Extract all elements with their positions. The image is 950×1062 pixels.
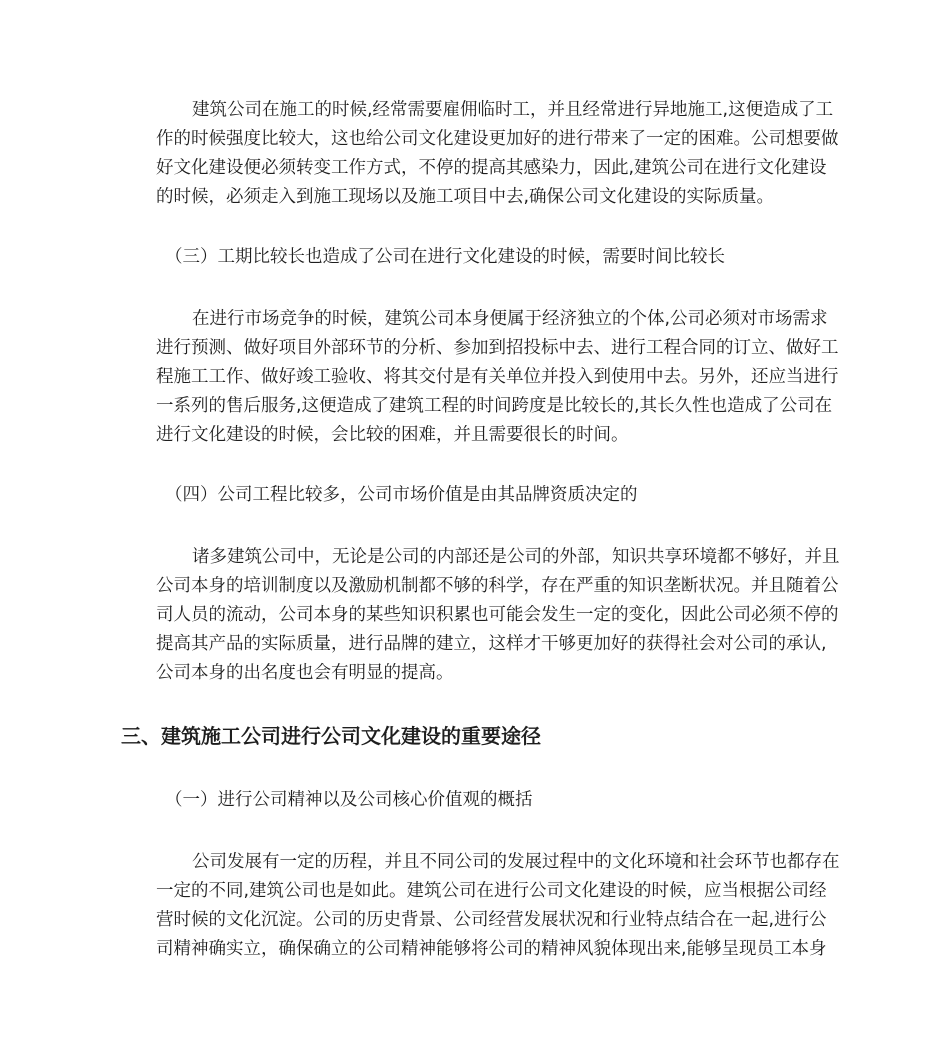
subheading-1: （一）进行公司精神以及公司核心价值观的概括	[165, 790, 533, 810]
paragraph-line: 公司发展有一定的历程，并且不同公司的发展过程中的文化环境和社会环节也都存在	[192, 852, 840, 872]
paragraph-line: 程施工工作、做好竣工验收、将其交付是有关单位并投入到使用中去。另外，还应当进行	[156, 367, 839, 387]
paragraph-line: 司人员的流动，公司本身的某些知识积累也可能会发生一定的变化，因此公司必须不停的	[156, 605, 839, 625]
paragraph-line: 公司本身的培训制度以及激励机制都不够的科学，存在严重的知识垄断状况。并且随着公	[156, 576, 839, 596]
section-heading-3: 三、建筑施工公司进行公司文化建设的重要途径	[121, 724, 541, 748]
subheading-3: （三）工期比较长也造成了公司在进行文化建设的时候，需要时间比较长	[165, 247, 725, 267]
paragraph-line: 进行预测、做好项目外部环节的分析、参加到招投标中去、进行工程合同的订立、做好工	[156, 338, 839, 358]
paragraph-line: 公司本身的出名度也会有明显的提高。	[156, 663, 454, 683]
paragraph-line: 提高其产品的实际质量，进行品牌的建立，这样才干够更加好的获得社会对公司的承认,	[156, 634, 827, 654]
paragraph-company-development	[121, 848, 840, 964]
paragraph-line: 司精神确实立，确保确立的公司精神能够将公司的精神风貌体现出来,能够呈现员工本身	[156, 939, 827, 959]
paragraph-line: 一定的不同,建筑公司也是如此。建筑公司在进行公司文化建设的时候，应当根据公司经	[156, 881, 827, 901]
paragraph-market-competition	[121, 305, 839, 450]
paragraph-line: 的时候，必须走入到施工现场以及施工项目中去,确保公司文化建设的实际质量。	[156, 187, 775, 207]
subheading-4: （四）公司工程比较多，公司市场价值是由其品牌资质决定的	[165, 485, 638, 505]
paragraph-line: 作的时候强度比较大，这也给公司文化建设更加好的进行带来了一定的困难。公司想要做	[156, 129, 839, 149]
paragraph-line: 一系列的售后服务,这便造成了建筑工程的时间跨度是比较长的,其长久性也造成了公司在	[156, 396, 833, 416]
paragraph-line: 进行文化建设的时候，会比较的困难，并且需要很长的时间。	[156, 425, 629, 445]
paragraph-knowledge-sharing	[121, 543, 840, 688]
paragraph-temporary-workers	[121, 96, 839, 212]
paragraph-line: 建筑公司在施工的时候,经常需要雇佣临时工，并且经常进行异地施工,这便造成了工	[192, 100, 834, 120]
paragraph-line: 营时候的文化沉淀。公司的历史背景、公司经营发展状况和行业特点结合在一起,进行公	[156, 910, 827, 930]
paragraph-line: 好文化建设便必须转变工作方式，不停的提高其感染力，因此,建筑公司在进行文化建设	[156, 158, 827, 178]
paragraph-line: 在进行市场竞争的时候，建筑公司本身便属于经济独立的个体,公司必须对市场需求	[192, 309, 828, 329]
paragraph-line: 诸多建筑公司中，无论是公司的内部还是公司的外部，知识共享环境都不够好，并且	[192, 547, 840, 567]
